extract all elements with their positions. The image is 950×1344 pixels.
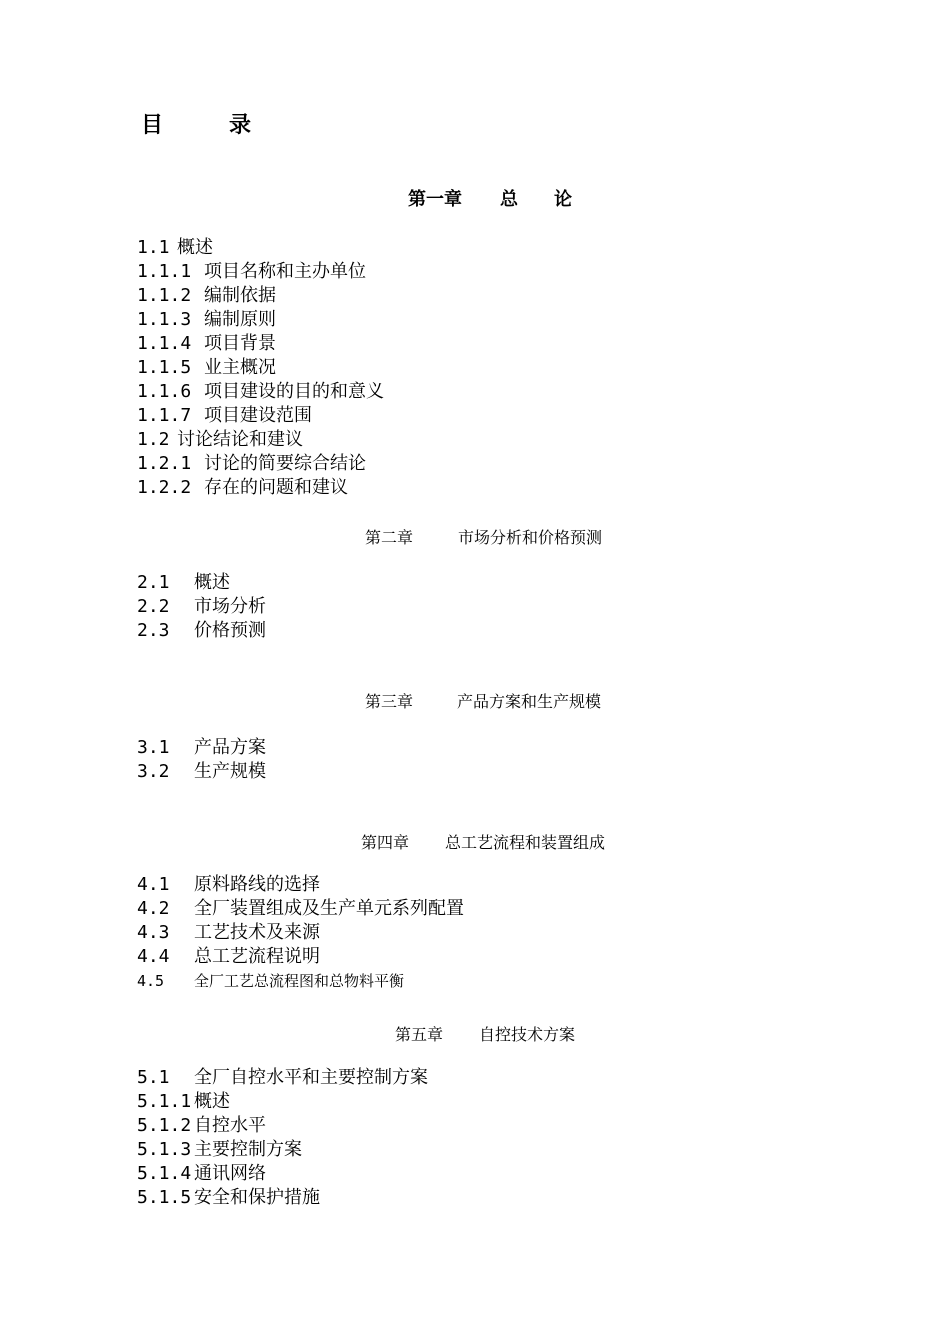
- toc-item-number: 5.1.5: [137, 1187, 192, 1208]
- toc-item[interactable]: [137, 260, 384, 284]
- toc-item-number: 1.2.1: [137, 453, 192, 474]
- chapter-title: 自控技术方案: [479, 1025, 576, 1044]
- chapter-title: 市场分析和价格预测: [458, 528, 603, 547]
- toc-item-label: 全厂自控水平和主要控制方案: [194, 1067, 428, 1088]
- toc-item-label: 讨论结论和建议: [177, 429, 303, 450]
- toc-item-number: 4.4: [137, 946, 170, 967]
- toc-item-number: 2.3: [137, 620, 170, 641]
- toc-item-label: 自控水平: [194, 1115, 266, 1136]
- toc-item-number: 1.2: [137, 429, 170, 450]
- toc-item[interactable]: [137, 595, 266, 619]
- toc-item[interactable]: [137, 404, 384, 428]
- toc-item-number: 5.1.1: [137, 1091, 192, 1112]
- toc-item[interactable]: [137, 452, 384, 476]
- toc-item-number: 5.1: [137, 1067, 170, 1088]
- toc-item-number: 2.2: [137, 596, 170, 617]
- toc-item-label: 概述: [177, 237, 213, 258]
- chapter-number: 第四章: [361, 833, 410, 852]
- toc-item-number: 3.1: [137, 737, 170, 758]
- toc-item[interactable]: [137, 571, 266, 595]
- toc-item-label: 项目名称和主办单位: [204, 261, 366, 282]
- toc-item[interactable]: [137, 1138, 428, 1162]
- chapter-1-items: [137, 236, 384, 500]
- toc-item[interactable]: [137, 760, 266, 784]
- toc-item[interactable]: [137, 284, 384, 308]
- toc-item[interactable]: [137, 380, 384, 404]
- toc-item-number: 5.1.3: [137, 1139, 192, 1160]
- toc-item-number: 1.1: [137, 237, 170, 258]
- toc-item-label: 存在的问题和建议: [204, 477, 348, 498]
- toc-item[interactable]: [137, 873, 464, 897]
- toc-item-label: 项目建设范围: [204, 405, 312, 426]
- toc-item[interactable]: [137, 356, 384, 380]
- toc-item-number: 4.3: [137, 922, 170, 943]
- chapter-2-items: [137, 571, 266, 643]
- toc-item-number: 4.1: [137, 874, 170, 895]
- toc-item-label: 项目建设的目的和意义: [204, 381, 384, 402]
- toc-item[interactable]: [137, 897, 464, 921]
- toc-item-label: 全厂工艺总流程图和总物料平衡: [194, 972, 405, 990]
- toc-item-label: 工艺技术及来源: [194, 922, 320, 943]
- chapter-title: 总 论: [500, 189, 572, 210]
- toc-item[interactable]: [137, 428, 384, 452]
- toc-item-number: 1.1.7: [137, 405, 192, 426]
- toc-item-number: 1.1.6: [137, 381, 192, 402]
- toc-item-label: 编制原则: [204, 309, 276, 330]
- toc-item-number: 1.1.1: [137, 261, 192, 282]
- toc-item[interactable]: [137, 1066, 428, 1090]
- chapter-title: 产品方案和生产规模: [457, 692, 602, 711]
- chapter-number: 第五章: [395, 1025, 444, 1044]
- toc-item-label: 安全和保护措施: [194, 1187, 320, 1208]
- toc-item-label: 产品方案: [194, 737, 266, 758]
- chapter-number: 第二章: [365, 528, 414, 547]
- toc-item-label: 主要控制方案: [194, 1139, 302, 1160]
- toc-item-label: 价格预测: [194, 620, 266, 641]
- toc-item[interactable]: [137, 332, 384, 356]
- toc-item-label: 概述: [194, 1091, 230, 1112]
- toc-item[interactable]: [137, 969, 464, 993]
- toc-item-number: 5.1.2: [137, 1115, 192, 1136]
- toc-item-number: 1.1.3: [137, 309, 192, 330]
- toc-item-label: 业主概况: [204, 357, 276, 378]
- toc-title: 目 录: [141, 112, 252, 138]
- toc-item-label: 总工艺流程说明: [194, 946, 320, 967]
- toc-item-number: 1.1.4: [137, 333, 192, 354]
- chapter-4-items: [137, 873, 464, 993]
- toc-item[interactable]: [137, 476, 384, 500]
- toc-item-label: 概述: [194, 572, 230, 593]
- toc-item-label: 市场分析: [194, 596, 266, 617]
- toc-item-label: 原料路线的选择: [194, 874, 320, 895]
- toc-item-number: 2.1: [137, 572, 170, 593]
- toc-item-label: 全厂装置组成及生产单元系列配置: [194, 898, 464, 919]
- toc-item[interactable]: [137, 1114, 428, 1138]
- toc-item[interactable]: [137, 1090, 428, 1114]
- toc-item-number: 1.2.2: [137, 477, 192, 498]
- toc-item-number: 1.1.2: [137, 285, 192, 306]
- chapter-title: 总工艺流程和装置组成: [445, 833, 606, 852]
- toc-item-label: 项目背景: [204, 333, 276, 354]
- toc-item[interactable]: [137, 619, 266, 643]
- toc-item-label: 通讯网络: [194, 1163, 266, 1184]
- toc-item-label: 讨论的简要综合结论: [204, 453, 366, 474]
- toc-item[interactable]: [137, 736, 266, 760]
- chapter-5-items: [137, 1066, 428, 1210]
- chapter-number: 第一章: [408, 189, 462, 210]
- chapter-3-items: [137, 736, 266, 784]
- toc-item-number: 4.5: [137, 972, 165, 990]
- toc-item-number: 3.2: [137, 761, 170, 782]
- toc-item-number: 4.2: [137, 898, 170, 919]
- toc-item-label: 编制依据: [204, 285, 276, 306]
- toc-item[interactable]: [137, 921, 464, 945]
- toc-item[interactable]: [137, 308, 384, 332]
- toc-item-label: 生产规模: [194, 761, 266, 782]
- toc-item-number: 1.1.5: [137, 357, 192, 378]
- toc-item-number: 5.1.4: [137, 1163, 192, 1184]
- toc-item[interactable]: [137, 1162, 428, 1186]
- chapter-number: 第三章: [365, 692, 414, 711]
- toc-item[interactable]: [137, 1186, 428, 1210]
- toc-item[interactable]: [137, 945, 464, 969]
- toc-item[interactable]: [137, 236, 384, 260]
